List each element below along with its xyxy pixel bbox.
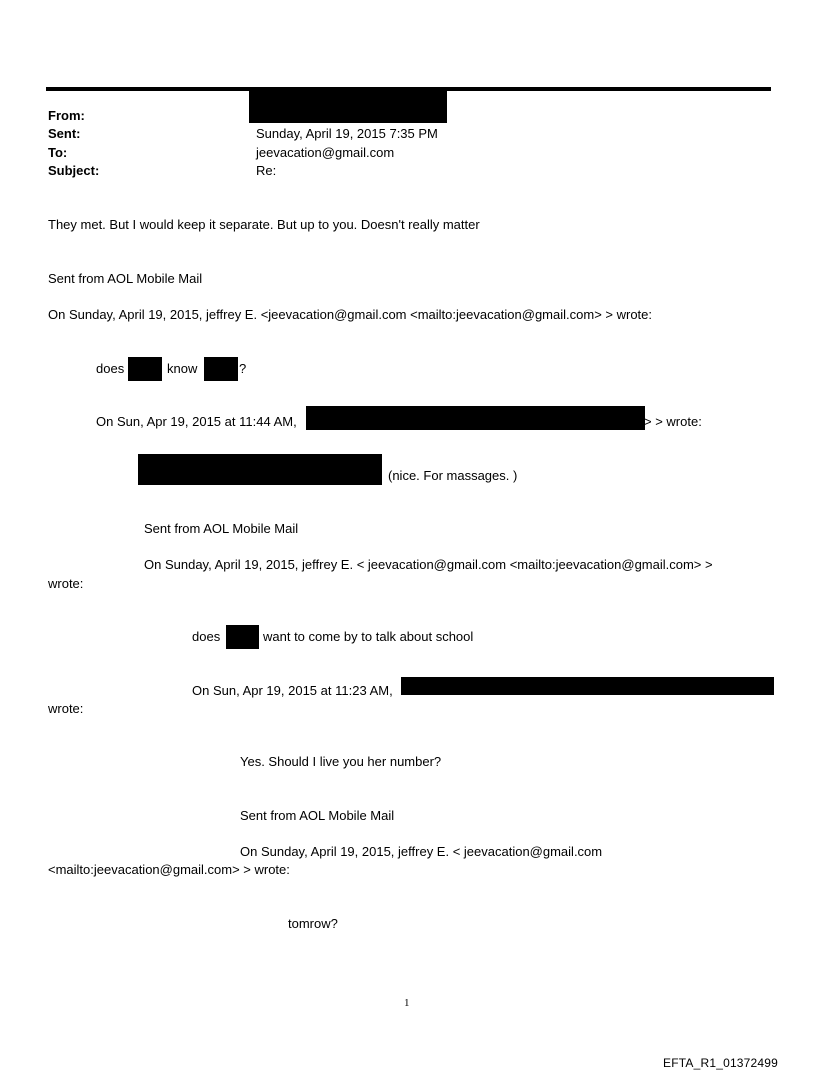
quote-3-header: On Sunday, April 19, 2015, jeffrey E. < jeevacation@gmail.com <mailto:jeevacation@gmail.com> > (144, 557, 713, 572)
subject-value: Re: (256, 163, 277, 178)
from-label: From: (48, 108, 85, 123)
message-text: They met. But I would keep it separate. But up to you. Doesn't really matter (48, 217, 480, 232)
redaction-from (249, 90, 447, 123)
document-id: EFTA_R1_01372499 (663, 1056, 779, 1070)
sent-label: Sent: (48, 126, 81, 141)
quote-3-text: want to come by to talk about school (263, 629, 474, 644)
redaction-block-1 (138, 454, 382, 485)
quote-2-header-start: On Sun, Apr 19, 2015 at 11:44 AM, (96, 414, 297, 429)
quote-3-does: does (192, 629, 221, 644)
quote-1-header: On Sunday, April 19, 2015, jeffrey E. <jeevacation@gmail.com <mailto:jeevacation@gmail.com> > wrote: (48, 307, 652, 322)
subject-label: Subject: (48, 163, 100, 178)
sent-value: Sunday, April 19, 2015 7:35 PM (256, 126, 438, 141)
quote-4-text: Yes. Should I live you her number? (240, 754, 442, 769)
quote-1-qmark: ? (239, 361, 247, 376)
quote-2-header-end: > > wrote: (644, 414, 702, 429)
quote-4-header-start: On Sun, Apr 19, 2015 at 11:23 AM, (192, 683, 393, 698)
quote-2-text: (nice. For massages. ) (388, 468, 518, 483)
quote-5-text: tomrow? (288, 916, 338, 931)
redaction-sender-2 (401, 677, 774, 695)
to-label: To: (48, 145, 68, 160)
to-value: jeevacation@gmail.com (256, 145, 395, 160)
signature-1: Sent from AOL Mobile Mail (48, 271, 203, 286)
quote-4-wrap: wrote: (48, 701, 84, 716)
signature-3: Sent from AOL Mobile Mail (240, 808, 395, 823)
quote-1-does: does (96, 361, 125, 376)
redaction-name-2 (204, 357, 238, 381)
redaction-sender-1 (306, 406, 645, 430)
quote-5-wrap: <mailto:jeevacation@gmail.com> > wrote: (48, 862, 290, 877)
redaction-name-1 (128, 357, 162, 381)
page-number: 1 (404, 997, 410, 1009)
quote-5-header: On Sunday, April 19, 2015, jeffrey E. < jeevacation@gmail.com (240, 844, 603, 859)
quote-1-know: know (167, 361, 198, 376)
signature-2: Sent from AOL Mobile Mail (144, 521, 299, 536)
quote-3-wrap: wrote: (48, 576, 84, 591)
redaction-name-3 (226, 625, 259, 649)
